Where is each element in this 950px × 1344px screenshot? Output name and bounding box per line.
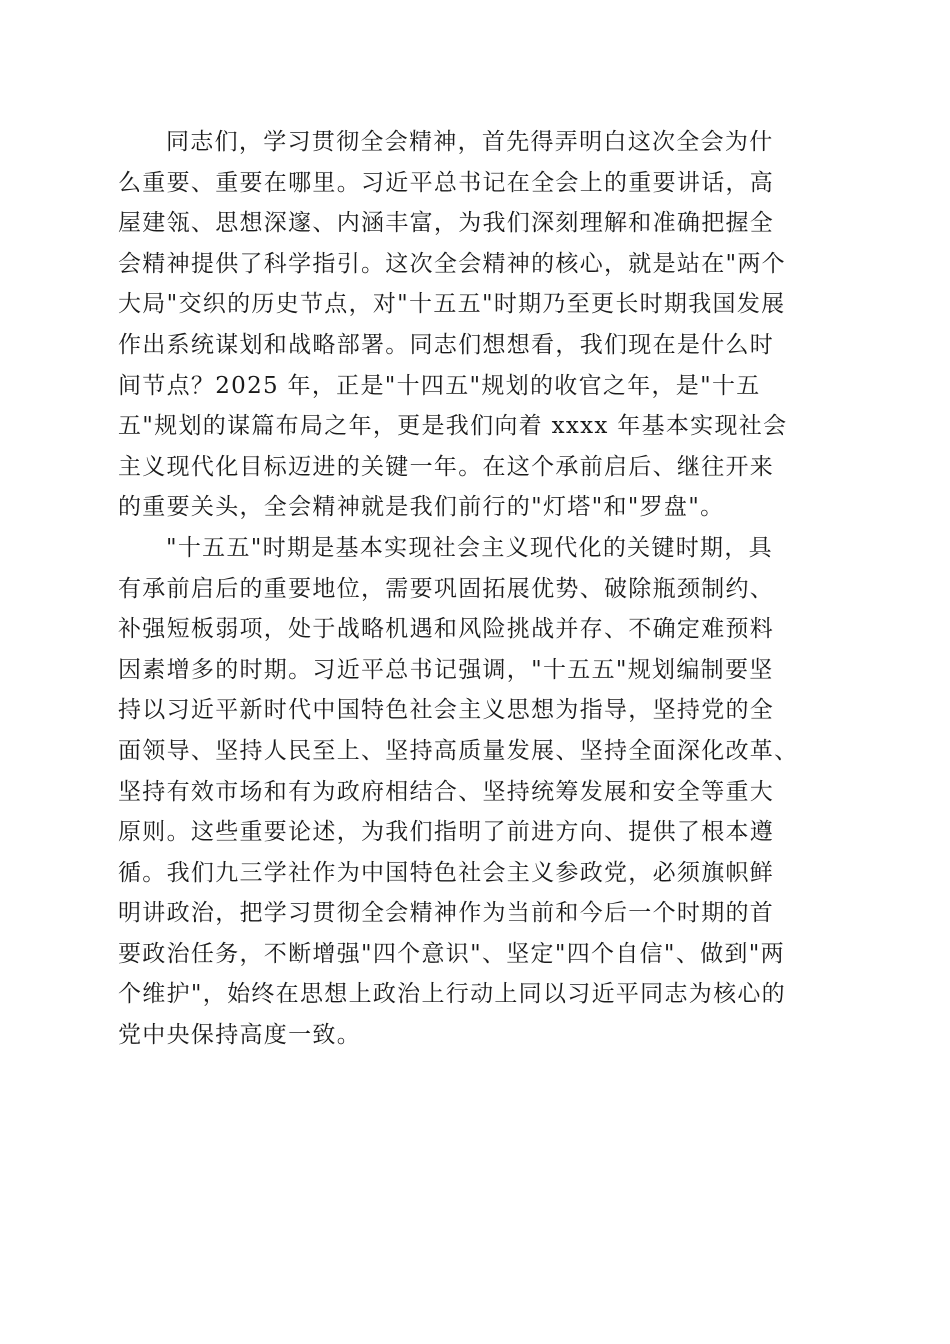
text-line: 因素增多的时期。习近平总书记强调，"十五五"规划编制要坚 bbox=[118, 656, 774, 683]
document-body bbox=[118, 122, 828, 1056]
text-line: 屋建瓴、思想深邃、内涵丰富，为我们深刻理解和准确把握全 bbox=[118, 210, 775, 237]
paragraph-1 bbox=[118, 122, 828, 528]
text-line: 党中央保持高度一致。 bbox=[118, 1022, 361, 1049]
text-line: 明讲政治，把学习贯彻全会精神作为当前和今后一个时期的首 bbox=[118, 900, 775, 927]
paragraph-2 bbox=[118, 528, 828, 1056]
text-line: "十五五"时期是基本实现社会主义现代化的关键时期，具 bbox=[166, 534, 773, 561]
text-line: 要政治任务，不断增强"四个意识"、坚定"四个自信"、做到"两 bbox=[118, 940, 785, 967]
text-line: 主义现代化目标迈进的关键一年。在这个承前启后、继往开来 bbox=[118, 453, 775, 480]
text-line: 会精神提供了科学指引。这次全会精神的核心，就是站在"两个 bbox=[118, 250, 786, 277]
text-line: 作出系统谋划和战略部署。同志们想想看，我们现在是什么时 bbox=[118, 331, 775, 358]
text-line: 五"规划的谋篇布局之年，更是我们向着 xxxx 年基本实现社会 bbox=[118, 413, 788, 440]
text-line: 原则。这些重要论述，为我们指明了前进方向、提供了根本遵 bbox=[118, 819, 775, 846]
text-line: 的重要关头，全会精神就是我们前行的"灯塔"和"罗盘"。 bbox=[118, 494, 725, 521]
text-line: 面领导、坚持人民至上、坚持高质量发展、坚持全面深化改革、 bbox=[118, 737, 799, 764]
text-line: 有承前启后的重要地位，需要巩固拓展优势、破除瓶颈制约、 bbox=[118, 575, 775, 602]
text-line: 大局"交织的历史节点，对"十五五"时期乃至更长时期我国发展 bbox=[118, 291, 786, 318]
text-line: 间节点？2025 年，正是"十四五"规划的收官之年，是"十五 bbox=[118, 372, 761, 399]
text-line: 个维护"，始终在思想上政治上行动上同以习近平同志为核心的 bbox=[118, 981, 786, 1008]
text-line: 坚持有效市场和有为政府相结合、坚持统筹发展和安全等重大 bbox=[118, 778, 775, 805]
text-line: 补强短板弱项，处于战略机遇和风险挑战并存、不确定难预料 bbox=[118, 616, 775, 643]
text-line: 么重要、重要在哪里。习近平总书记在全会上的重要讲话，高 bbox=[118, 169, 775, 196]
text-line: 循。我们九三学社作为中国特色社会主义参政党，必须旗帜鲜 bbox=[118, 859, 775, 886]
text-line: 持以习近平新时代中国特色社会主义思想为指导，坚持党的全 bbox=[118, 697, 775, 724]
text-line: 同志们，学习贯彻全会精神，首先得弄明白这次全会为什 bbox=[166, 129, 774, 155]
